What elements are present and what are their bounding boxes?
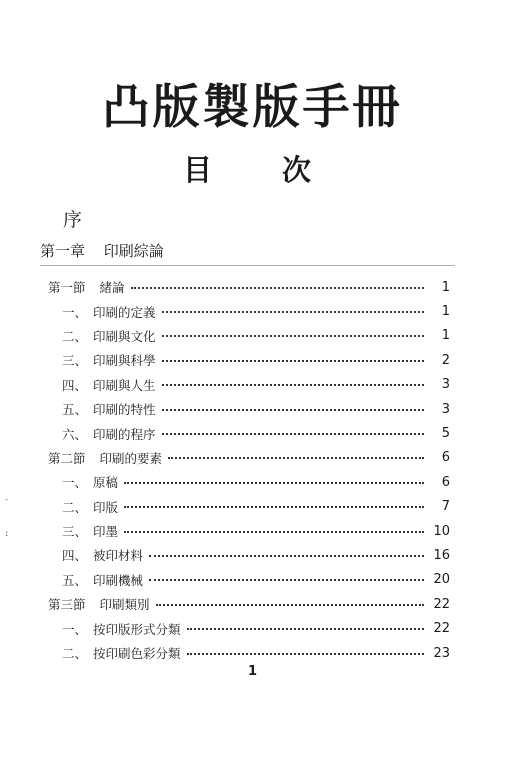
toc-subsection-entry [0,641,505,665]
toc-subsection-entry [0,519,505,543]
dot-leader [168,456,424,459]
toc-subsection-entry [0,348,505,372]
toc-heading-char-2: 次 [282,153,312,187]
toc-subsection-entry [0,397,505,421]
entry-page: 7 [441,499,450,515]
entry-title: 按印版形式分類 [93,621,181,637]
entry-page: 2 [441,352,450,368]
entry-number: 一、 [62,621,88,637]
toc-subsection-entry [0,543,505,567]
toc-heading-char-1: 目 [183,153,213,187]
entry-title: 印刷的定義 [93,304,156,320]
entry-number: 三、 [62,524,88,540]
entry-page: 1 [441,279,450,295]
entry-number: 二、 [62,646,88,662]
entry-number: 二、 [62,328,88,344]
entry-number: 六、 [62,426,88,442]
dot-leader [131,286,424,289]
entry-title: 印刷與人生 [93,377,156,393]
entry-page: 3 [441,401,450,417]
dot-leader [124,505,424,508]
entry-number: 第二節 [48,450,86,466]
entry-page: 10 [433,523,450,539]
entry-page: 3 [441,377,450,393]
entry-number: 四、 [62,377,88,393]
dot-leader [187,627,424,630]
scan-mark: ˏ [5,490,9,501]
toc-subsection-entry [0,421,505,445]
preface-entry: 序 [63,209,83,231]
entry-page: 6 [441,450,450,466]
dot-leader [162,432,424,435]
toc-section-entry [0,592,505,616]
scan-mark: : [5,528,9,539]
toc-subsection-entry [0,373,505,397]
toc-subsection-entry [0,616,505,640]
dot-leader [187,652,424,655]
entry-page: 6 [441,474,450,490]
entry-page: 22 [433,621,450,637]
book-title: 凸版製版手冊 [102,80,403,135]
entry-title: 緒論 [99,280,125,296]
entry-number: 二、 [62,499,88,515]
entry-number: 一、 [62,475,88,491]
dot-leader [162,359,424,362]
entry-title: 印刷類別 [99,597,150,613]
entry-title: 被印材料 [93,548,144,564]
dot-leader [162,408,424,411]
dot-leader [149,554,424,557]
page-number: 1 [247,664,258,679]
toc-subsection-entry [0,495,505,519]
chapter-title: 印刷綜論 [103,242,164,260]
entry-title: 印版 [93,499,119,515]
entry-title: 印墨 [93,524,119,540]
entry-page: 20 [433,572,450,588]
dot-leader [124,530,424,533]
toc-section-entry [0,275,505,299]
entry-page: 23 [433,645,450,661]
entry-page: 22 [433,596,450,612]
entry-title: 印刷的特性 [93,402,156,418]
entry-page: 16 [433,547,450,563]
toc-subsection-entry [0,324,505,348]
dot-leader [156,603,424,606]
dot-leader [149,578,424,581]
toc-heading [0,148,505,188]
toc-list [0,275,505,665]
toc-subsection-entry [0,568,505,592]
entry-title: 按印刷色彩分類 [93,646,181,662]
entry-number: 五、 [62,402,88,418]
entry-number: 五、 [62,572,88,588]
toc-section-entry [0,446,505,470]
entry-page: 1 [441,328,450,344]
entry-title: 原稿 [93,475,119,491]
entry-title: 印刷的要素 [99,450,163,466]
entry-number: 三、 [62,353,88,369]
toc-subsection-entry [0,470,505,494]
entry-title: 印刷與文化 [93,328,156,344]
entry-number: 一、 [62,304,88,320]
entry-title: 印刷的程序 [93,426,156,442]
chapter-heading [40,240,164,261]
entry-number: 四、 [62,548,88,564]
dot-leader [124,481,424,484]
divider [40,265,455,266]
entry-page: 1 [441,304,450,320]
dot-leader [162,334,424,337]
dot-leader [162,310,424,313]
entry-title: 印刷機械 [93,572,144,588]
entry-title: 印刷與科學 [93,353,156,369]
entry-number: 第三節 [48,597,86,613]
toc-subsection-entry [0,299,505,323]
dot-leader [162,383,424,386]
chapter-number: 第一章 [40,242,86,260]
entry-number: 第一節 [48,280,86,296]
entry-page: 5 [441,426,450,442]
